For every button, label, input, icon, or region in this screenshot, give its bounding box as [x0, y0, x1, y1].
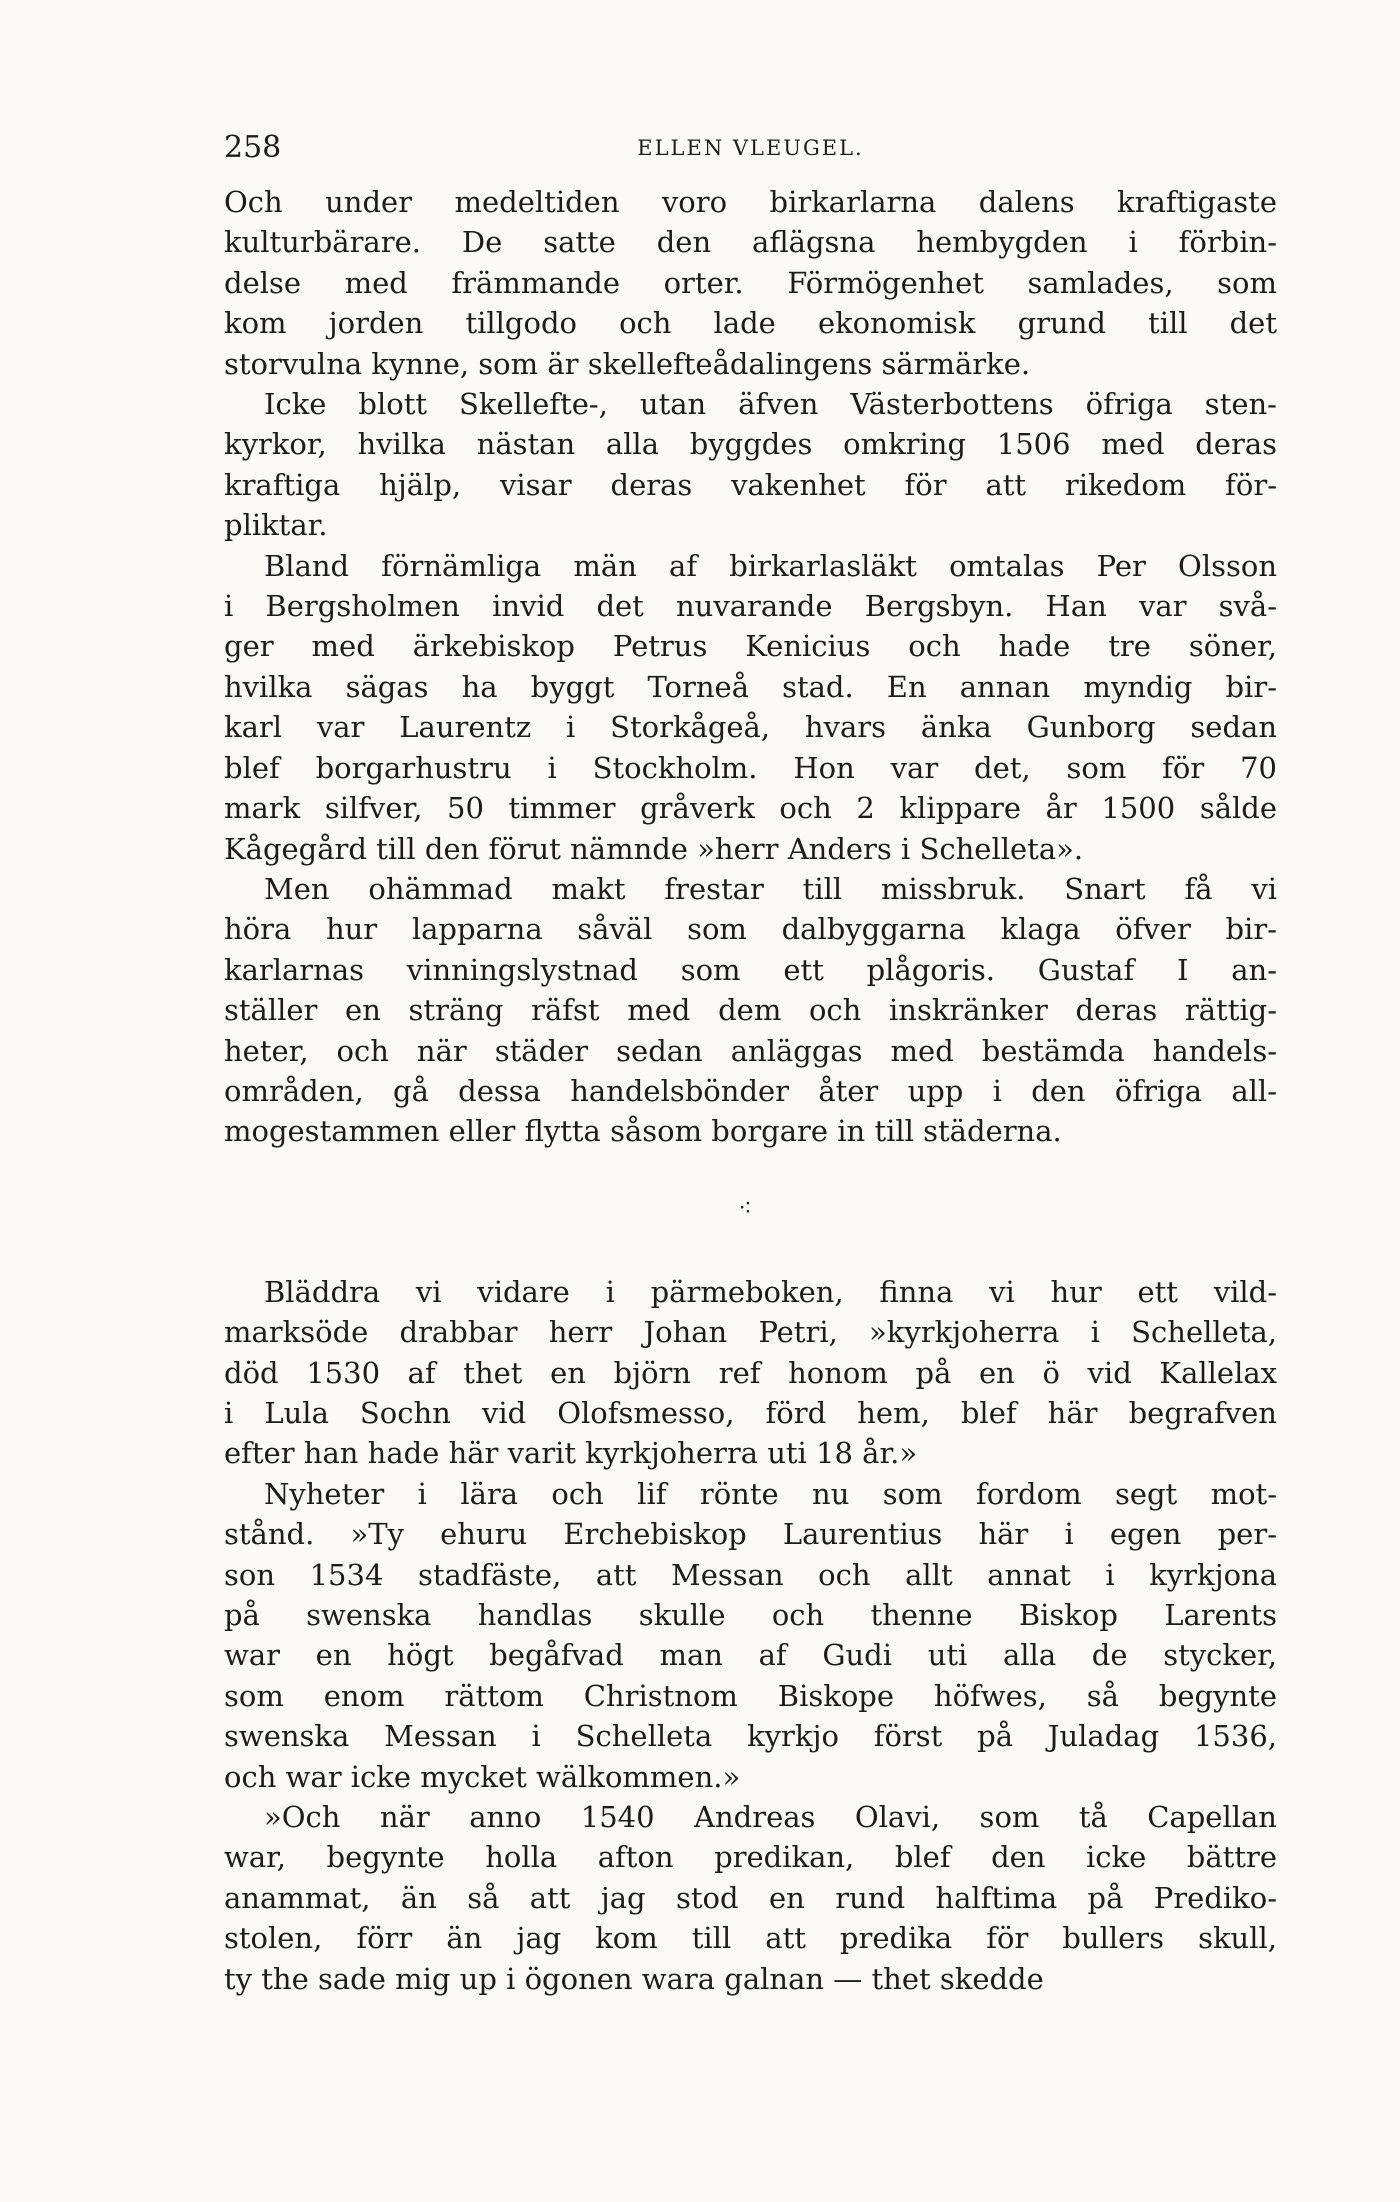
text-line: ställer en sträng räfst med dem och inskränker deras rättig-: [224, 993, 1277, 1028]
text-line: Icke blott Skellefte-, utan äfven Västerbottens öfriga sten-: [264, 387, 1277, 422]
text-line: kraftiga hjälp, visar deras vakenhet för att rikedom för-: [224, 467, 1277, 502]
text-line: ger med ärkebiskop Petrus Kenicius och hade tre söner,: [224, 629, 1277, 664]
text-line: son 1534 stadfäste, att Messan och allt annat i kyrkjona: [224, 1557, 1277, 1592]
ornament-icon: ⁖: [738, 1193, 753, 1222]
text-line: hvilka sägas ha byggt Torneå stad. En annan myndig bir-: [224, 669, 1277, 704]
text-line: karl var Laurentz i Storkågeå, hvars änka Gunborg sedan: [224, 710, 1277, 745]
text-line: som enom rättom Christnom Biskope höfwes, så begynte: [224, 1678, 1277, 1713]
running-head: [224, 128, 1277, 168]
text-line: stånd. »Ty ehuru Erchebiskop Laurentius här i egen per-: [224, 1517, 1277, 1552]
text-line: stolen, förr än jag kom till att predika för bullers skull,: [224, 1921, 1277, 1956]
text-line: höra hur lapparna såväl som dalbyggarna klaga öfver bir-: [224, 912, 1277, 947]
text-line: blef borgarhustru i Stockholm. Hon var det, som för 70: [224, 750, 1277, 785]
text-line: anammat, än så att jag stod en rund halftima på Prediko-: [224, 1880, 1277, 1915]
text-line: storvulna kynne, som är skellefteådalingens särmärke.: [224, 346, 1031, 381]
text-section-two: [224, 1272, 1277, 1999]
book-page: [224, 128, 1277, 1999]
text-line: Bläddra vi vidare i pärmeboken, finna vi hur ett vild-: [264, 1274, 1277, 1309]
text-line: delse med främmande orter. Förmögenhet samlades, som: [224, 265, 1277, 300]
paragraph: [224, 182, 1277, 384]
paragraph: [224, 1272, 1277, 1474]
text-line: Och under medeltiden voro birkarlarna dalens kraftigaste: [224, 185, 1277, 219]
text-line: swenska Messan i Schelleta kyrkjo först på Juladag 1536,: [224, 1719, 1277, 1754]
text-line: i Bergsholmen invid det nuvarande Bergsbyn. Han var svå-: [224, 589, 1277, 624]
text-line: Bland förnämliga män af birkarlasläkt omtalas Per Olsson: [264, 548, 1277, 583]
section-break: [224, 1152, 1277, 1272]
text-section-one: [224, 182, 1277, 1152]
paragraph: [224, 869, 1277, 1152]
text-line: war en högt begåfvad man af Gudi uti alla de stycker,: [224, 1638, 1277, 1673]
text-line: områden, gå dessa handelsbönder åter upp i den öfriga all-: [224, 1073, 1277, 1108]
paragraph: [224, 546, 1277, 869]
text-line: »Och när anno 1540 Andreas Olavi, som tå Capellan: [264, 1800, 1277, 1835]
text-line: och war icke mycket wälkommen.»: [224, 1759, 741, 1794]
paragraph: [224, 1474, 1277, 1797]
running-head-author: ELLEN VLEUGEL.: [637, 136, 864, 160]
text-line: kyrkor, hvilka nästan alla byggdes omkring 1506 med deras: [224, 427, 1277, 462]
text-line: Kågegård till den förut nämnde »herr Anders i Schelleta».: [224, 831, 1084, 866]
text-line: efter han hade här varit kyrkjoherra uti 18 år.»: [224, 1436, 918, 1471]
text-line: kulturbärare. De satte den aflägsna hembygden i förbin-: [224, 225, 1277, 260]
text-line: död 1530 af thet en björn ref honom på en ö vid Kallelax: [224, 1355, 1277, 1390]
text-line: mark silfver, 50 timmer gråverk och 2 klippare år 1500 sålde: [224, 791, 1277, 826]
paragraph: [224, 384, 1277, 546]
text-line: war, begynte holla afton predikan, blef den icke bättre: [224, 1840, 1277, 1875]
body-text: [224, 182, 1277, 1999]
paragraph: [224, 1797, 1277, 1999]
text-line: mogestammen eller flytta såsom borgare in till städerna.: [224, 1114, 1062, 1149]
text-line: heter, och när städer sedan anläggas med bestämda handels-: [224, 1033, 1277, 1068]
page-number: 258: [224, 130, 282, 165]
text-line: på swenska handlas skulle och thenne Biskop Larents: [224, 1598, 1277, 1632]
text-line: Nyheter i lära och lif rönte nu som fordom segt mot-: [264, 1476, 1277, 1511]
text-line: karlarnas vinningslystnad som ett plågoris. Gustaf I an-: [224, 952, 1277, 987]
text-line: ty the sade mig up i ögonen wara galnan — thet skedde: [224, 1961, 1044, 1996]
text-line: marksöde drabbar herr Johan Petri, »kyrkjoherra i Schelleta,: [224, 1315, 1277, 1350]
text-line: i Lula Sochn vid Olofsmesso, förd hem, blef här begrafven: [224, 1395, 1277, 1430]
text-line: pliktar.: [224, 508, 328, 543]
text-line: kom jorden tillgodo och lade ekonomisk grund till det: [224, 306, 1277, 341]
text-line: Men ohämmad makt frestar till missbruk. Snart få vi: [264, 871, 1277, 906]
